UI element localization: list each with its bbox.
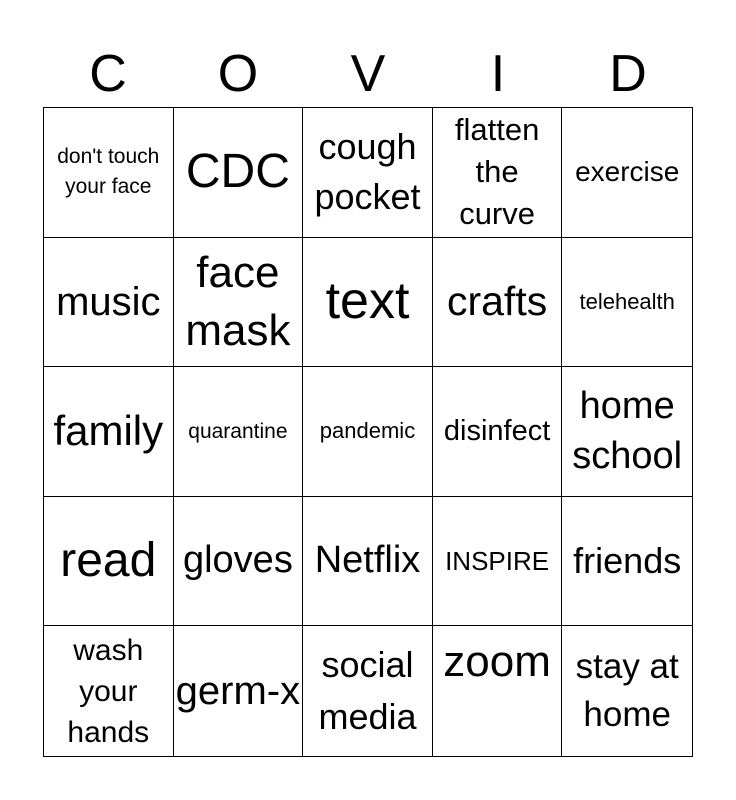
cell-text: text: [325, 272, 410, 331]
bingo-board: [43, 107, 693, 757]
cell-text: pandemic: [319, 418, 416, 444]
cell-text: stay at home: [575, 647, 679, 735]
cell-text: flatten the curve: [454, 112, 540, 232]
bingo-cell[interactable]: [562, 108, 692, 238]
cell-text: read: [60, 533, 157, 587]
cell-text: family: [53, 407, 164, 455]
cell-text: disinfect: [443, 414, 551, 447]
cell-text: exercise: [575, 155, 680, 187]
bingo-cell[interactable]: [433, 497, 563, 627]
bingo-cell[interactable]: [562, 367, 692, 497]
bingo-cell[interactable]: [44, 238, 174, 368]
cell-text: music: [56, 279, 161, 324]
bingo-cell[interactable]: [174, 367, 304, 497]
bingo-cell[interactable]: [174, 497, 304, 627]
cell-text: don't touch your face: [57, 145, 160, 199]
bingo-cell[interactable]: [174, 238, 304, 368]
cell-text: telehealth: [579, 288, 675, 314]
bingo-cell[interactable]: [433, 108, 563, 238]
bingo-cell[interactable]: [303, 238, 433, 368]
cell-text: germ-x: [175, 669, 301, 714]
cell-text: social media: [318, 644, 417, 738]
cell-text: zoom: [443, 637, 551, 687]
bingo-header: [43, 42, 693, 106]
bingo-cell[interactable]: [562, 497, 692, 627]
bingo-cell[interactable]: [303, 626, 433, 756]
cell-text: friends: [573, 540, 682, 582]
cell-text: cough pocket: [314, 126, 421, 218]
bingo-cell[interactable]: [562, 626, 692, 756]
bingo-cell[interactable]: [44, 367, 174, 497]
bingo-cell[interactable]: [562, 238, 692, 368]
cell-text: home school: [572, 385, 683, 478]
bingo-cell[interactable]: [174, 108, 304, 238]
header-letter-c: C: [89, 45, 127, 103]
cell-text: CDC: [185, 144, 290, 198]
bingo-cell[interactable]: [303, 497, 433, 627]
header-letter-v: V: [350, 45, 386, 103]
cell-text: INSPIRE: [445, 545, 550, 576]
cell-text: face mask: [185, 247, 291, 355]
cell-text: gloves: [182, 539, 293, 582]
bingo-cell[interactable]: [174, 626, 304, 756]
bingo-cell[interactable]: [433, 626, 563, 756]
cell-text: wash your hands: [67, 633, 150, 749]
cell-text: quarantine: [188, 419, 288, 443]
cell-text: crafts: [446, 278, 548, 325]
bingo-cell[interactable]: [303, 108, 433, 238]
cell-text: Netflix: [314, 539, 421, 582]
bingo-cell[interactable]: [44, 497, 174, 627]
header-letter-d: D: [609, 45, 647, 103]
bingo-cell[interactable]: [433, 238, 563, 368]
header-letter-o: O: [217, 45, 259, 103]
bingo-cell[interactable]: [44, 626, 174, 756]
header-letter-i: I: [490, 45, 506, 103]
bingo-cell[interactable]: [303, 367, 433, 497]
bingo-cell[interactable]: [44, 108, 174, 238]
bingo-cell[interactable]: [433, 367, 563, 497]
